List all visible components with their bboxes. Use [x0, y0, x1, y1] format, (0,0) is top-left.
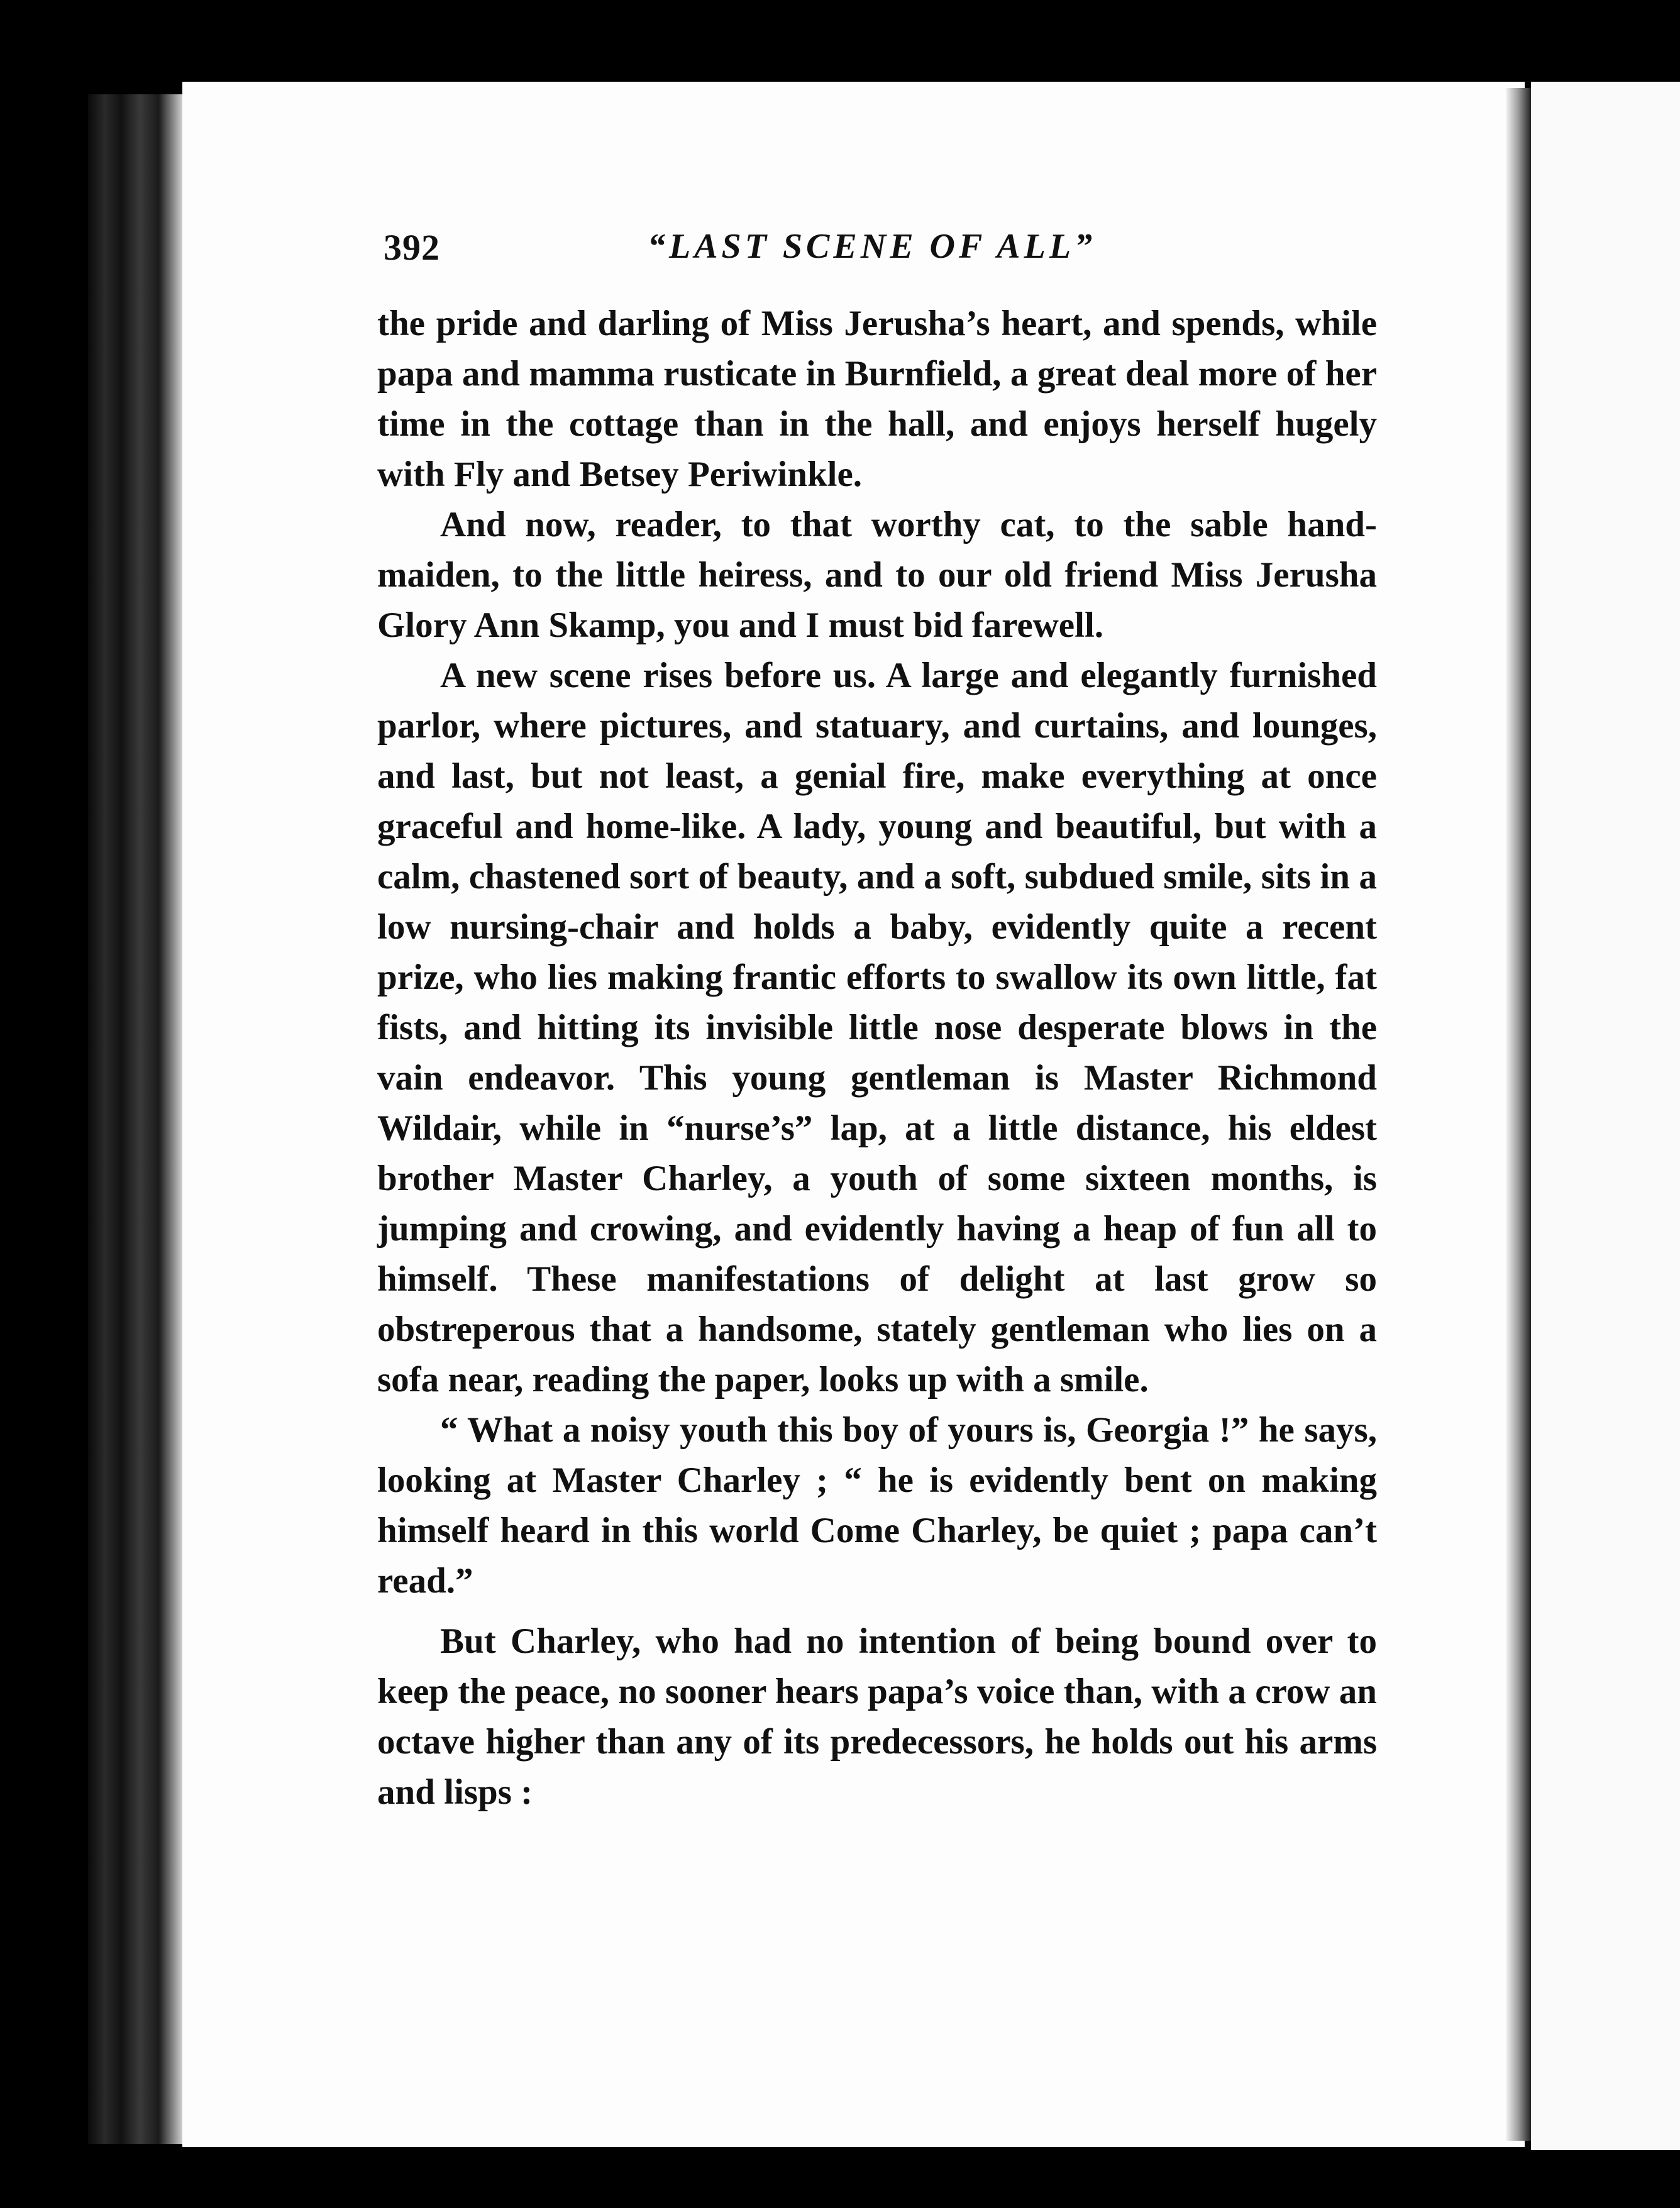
paragraph-1: the pride and darling of Miss Jerusha’s heart, and spends, while papa and mamma rusticate in Burnfield, a great deal more of her time in the cottage than in the hall, and enjoys herself hugely with Fly and Betsey Periwinkle. [377, 304, 1377, 494]
page-body [377, 299, 1377, 1818]
running-title: “LAST SCENE OF ALL” [648, 227, 1097, 266]
paragraph-4: “ What a noisy youth this boy of yours is, Georgia !” he says, looking at Master Charley ; “ he is evidently bent on making himself heard in this world Come Charley, be quiet ; papa can’t read.” [377, 1410, 1377, 1601]
page-number: 392 [384, 227, 440, 268]
page-header [384, 226, 1390, 277]
paragraph-5: But Charley, who had no intention of being bound over to keep the peace, no sooner hears papa’s voice than, with a crow an octave higher than any of its predecessors, he holds out his arms and lisps : [377, 1621, 1377, 1812]
paragraph-3: A new scene rises before us. A large and elegantly furnished parlor, where pictures, and statuary, and curtains, and lounges, and last, but not least, a genial fire, make everything at once graceful and home-like. A lady, young and beautiful, but with a calm, chastened sort of beauty, and a soft, subdued smile, sits in a low nursing-chair and holds a baby, evidently quite a recent prize, who lies making frantic efforts to swallow its own little, fat fists, and hitting its invisible little nose desperate blows in the vain endeavor. This young gentleman is Master Richmond Wildair, while in “nurse’s” lap, at a little distance, his eldest brother Master Charley, a youth of some sixteen months, is jumping and crowing, and evidently having a heap of fun all to himself. These manifestations of delight at last grow so obstreperous that a handsome, stately gentleman who lies on a sofa near, reading the paper, looks up with a smile. [377, 656, 1377, 1399]
paragraph-2: And now, reader, to that worthy cat, to the sable hand-maiden, to the little heiress, and to our old friend Miss Jerusha Glory Ann Skamp, you and I must bid farewell. [377, 505, 1377, 645]
facing-page-edge [1531, 82, 1680, 2150]
page-gutter-shadow [1506, 88, 1531, 2141]
book-spine [88, 94, 182, 2144]
